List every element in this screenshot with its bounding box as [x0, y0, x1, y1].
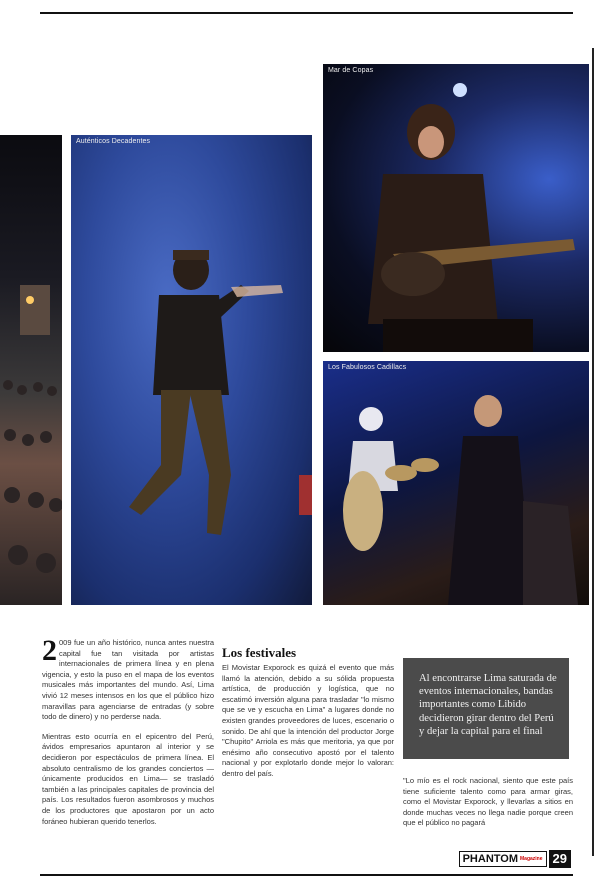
- jumping-singer-photo: [71, 135, 312, 605]
- bottom-rule: [40, 874, 573, 876]
- photo-caption: Los Fabulosos Cadillacs: [328, 364, 407, 371]
- guitarist-photo: [323, 64, 589, 352]
- section-heading: Los festivales: [222, 645, 297, 660]
- drop-cap: 2: [42, 634, 57, 667]
- article-column-1: [42, 634, 214, 836]
- paragraph-3: El Movistar Exporock es quizá el evento que más llamó la atención, debido a su sólida propuesta artística, de producción y logística, que no escatimó inversión alguna para trasladar "lo mismo que se ve y escucha en Lima" a lugares donde no existen grandes proveedores de luces, escenario o sonido. De ahí que la intención del productor Jorge "Chupito" Arriola es más que meritoria, ya que por enésimo año consecutivo apostó por el talento nacional y por explotarlo donde mejor lo valoran: dentro del país.: [222, 663, 394, 778]
- magazine-logo: [459, 851, 547, 867]
- brand-name: PHANTOM: [462, 853, 519, 865]
- paragraph-1: [42, 634, 214, 723]
- jumping-singer-illustration: [71, 135, 312, 605]
- paragraph-1-text: 009 fue un año histórico, nunca antes nuestra capital fue tan visitada por artistas internacionales de primera línea y en plena vigencia, y esto la puso en el mapa de los eventos musicales más importantes del mundo. Así, Lima vivió 12 meses intensos en los que el público hizo maravillas para agenciarse de entradas (y sobre todo de dinero) y no perderse nada.: [42, 638, 214, 722]
- page-number: 29: [549, 850, 571, 868]
- right-rule: [592, 48, 594, 856]
- crowd-illustration: [0, 135, 62, 605]
- article-column-3: [403, 776, 573, 838]
- guitarist-illustration: [323, 64, 589, 352]
- top-rule: [40, 12, 573, 14]
- photo-caption: Mar de Copas: [328, 67, 374, 74]
- band-photo: [323, 361, 589, 605]
- band-illustration: [323, 361, 589, 605]
- brand-subtitle: Magazine: [520, 856, 543, 862]
- crowd-photo: [0, 135, 62, 605]
- paragraph-2: Mientras esto ocurría en el epicentro del Perú, ávidos empresarios apuntaron al interior y se decidieron por espectáculos de primera línea. El absoluto centralismo de los grandes conciertos —únicamente producidos en Lima— se trasladó también a las principales capitales de provincia del país. Los resultados fueron asombrosos y muchos de los productores que apostaron por un acto foráneo hubieran querido tenerlos.: [42, 731, 214, 826]
- article-column-2: [222, 638, 394, 789]
- page-footer: [459, 850, 571, 868]
- photo-caption: Auténticos Decadentes: [76, 138, 151, 145]
- pull-quote: Al encontrarse Lima saturada de eventos internacionales, bandas importantes como Libido decidieron girar dentro del Perú y dejar la capital para el final: [403, 658, 569, 759]
- paragraph-4: "Lo mío es el rock nacional, siento que este país tiene suficiente talento como para armar giras, como el Movistar Exporock, y llevarlas a sitios en donde muchas veces no llega nadie porque creen que el público no pagará: [403, 776, 573, 828]
